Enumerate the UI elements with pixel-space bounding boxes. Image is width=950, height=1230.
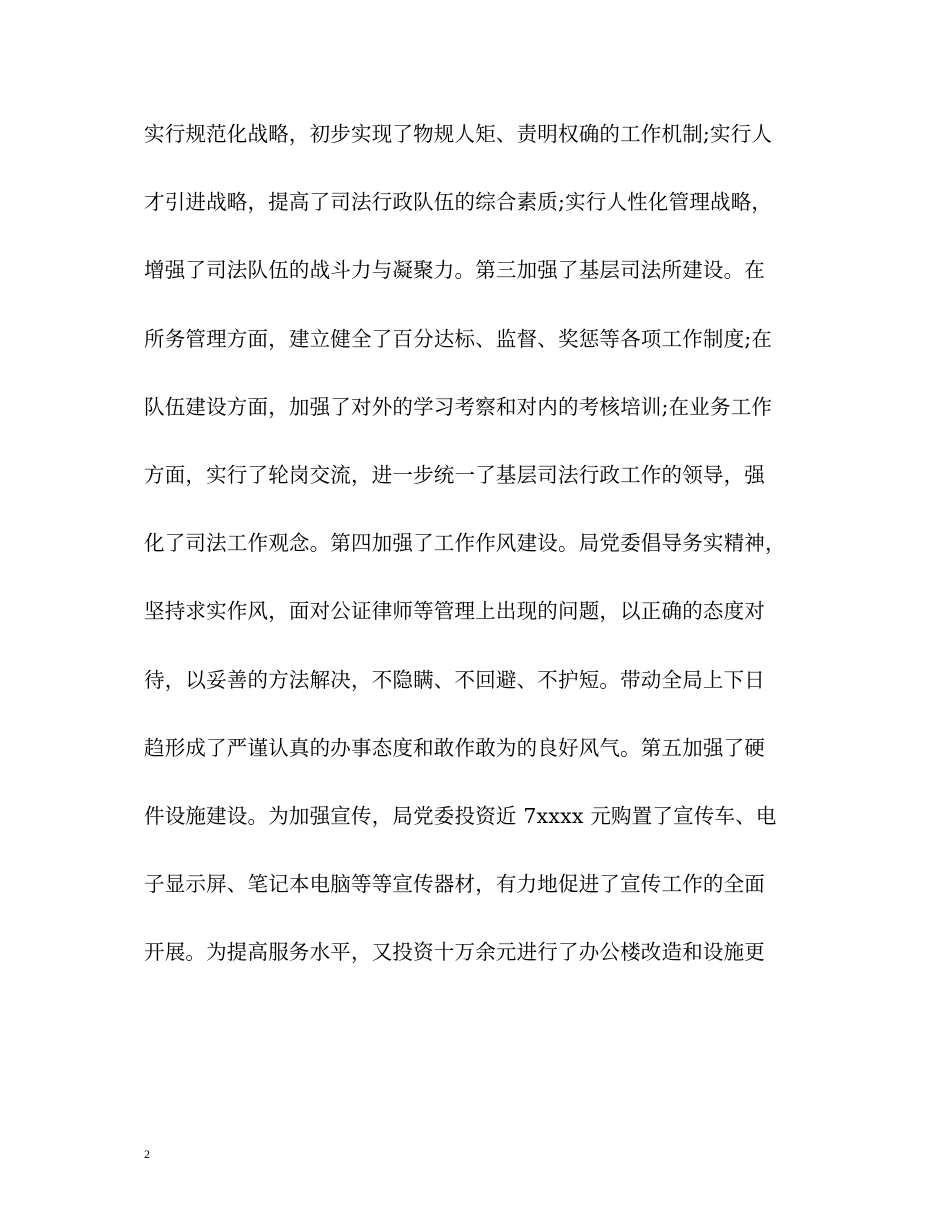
text-line: 所务管理方面，建立健全了百分达标、监督、奖惩等各项工作制度;在 bbox=[144, 326, 773, 351]
body-text bbox=[144, 112, 814, 998]
text-line: 增强了司法队伍的战斗力与凝聚力。第三加强了基层司法所建设。在 bbox=[144, 258, 765, 283]
text-line: 件设施建设。为加强宣传，局党委投资近 7xxxx 元购置了宣传车、电 bbox=[144, 803, 777, 828]
text-line: 实行规范化战略，初步实现了物规人矩、责明权确的工作机制;实行人 bbox=[144, 122, 773, 146]
text-line: 方面，实行了轮岗交流，进一步统一了基层司法行政工作的领导，强 bbox=[144, 462, 765, 487]
text-line: 开展。为提高服务水平，又投资十万余元进行了办公楼改造和设施更 bbox=[144, 940, 765, 965]
text-line: 趋形成了严谨认真的办事态度和敢作敢为的良好风气。第五加强了硬 bbox=[144, 735, 765, 760]
text-line: 队伍建设方面，加强了对外的学习考察和对内的考核培训;在业务工作 bbox=[144, 394, 773, 419]
text-line: 坚持求实作风，面对公证律师等管理上出现的问题，以正确的态度对 bbox=[144, 599, 765, 624]
text-line: 才引进战略，提高了司法行政队伍的综合素质;实行人性化管理战略， bbox=[144, 190, 773, 215]
page-number: 2 bbox=[144, 1147, 150, 1161]
text-line: 子显示屏、笔记本电脑等等宣传器材，有力地促进了宣传工作的全面 bbox=[144, 872, 765, 897]
text-line: 待，以妥善的方法解决，不隐瞒、不回避、不护短。带动全局上下日 bbox=[144, 667, 765, 692]
text-line: 化了司法工作观念。第四加强了工作作风建设。局党委倡导务实精神， bbox=[144, 531, 786, 556]
